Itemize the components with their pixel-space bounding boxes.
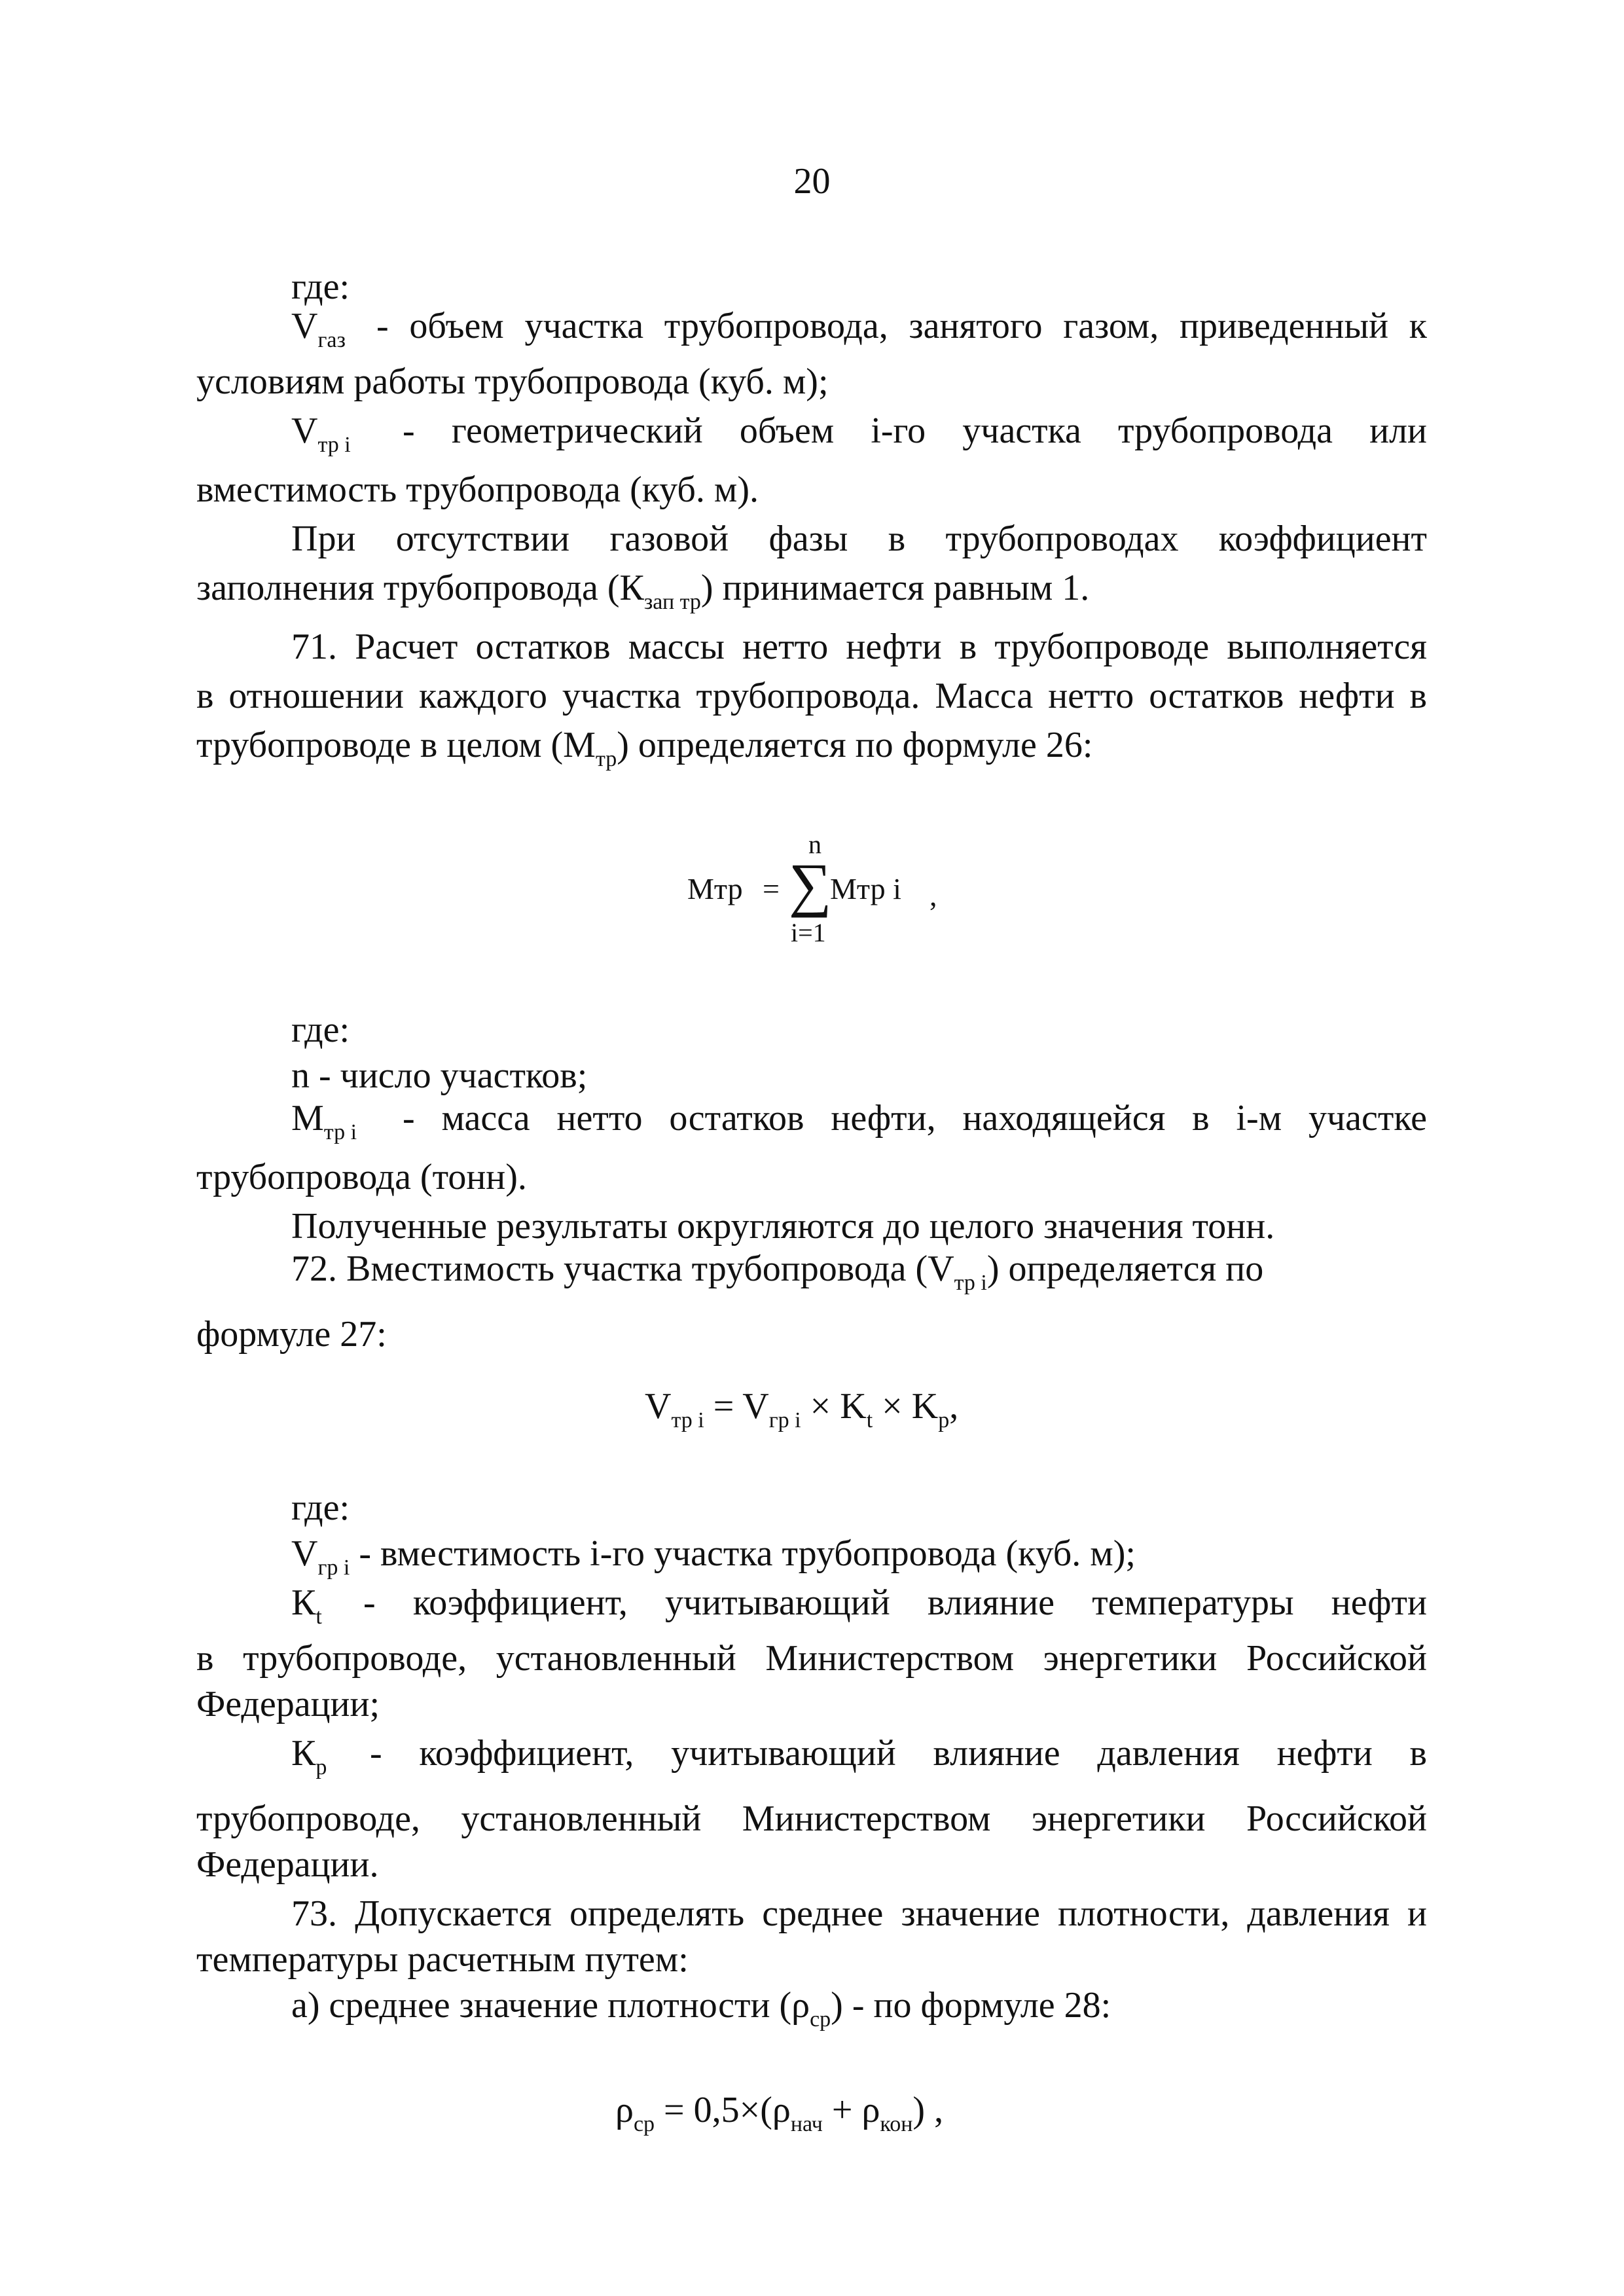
paragraph-73-line2: температуры расчетным путем: (196, 1939, 689, 1980)
formula-26-sigma: ∑ (789, 851, 832, 918)
kt-definition-cont: в трубопроводе, установленный Министерством энергетики Российской (196, 1638, 1427, 1679)
page-number: 20 (793, 161, 831, 202)
paragraph-73-line3: а) среднее значение плотности $(\rho_{ср})$ - по формуле 28: (291, 1985, 1111, 2032)
no-gas-paragraph-line2: заполнения трубопровода $(К_{зап тр})$ принимается равным 1. (196, 568, 1090, 614)
vgr-line: $V_{гр i}$ - вместимость i-го участка трубопровода (куб. м); (291, 1533, 1136, 1580)
paragraph-72-line1: 72. Вместимость участка трубопровода $(V_{тр i})$ определяется по (291, 1248, 1264, 1295)
formula-28: $\rho_{ср} = 0,5\times(\rho_{нач} + \rho_{кон})$ , (615, 2090, 944, 2136)
formula-26-lower-limit: i=1 (791, 918, 826, 947)
vtr-definition-cont: вместимость трубопровода (куб. м). (196, 469, 759, 510)
vtr-symbol: $V_{тр i}$ (291, 410, 351, 457)
paragraph-72-line2: формуле 27: (196, 1314, 387, 1355)
kt-definition: - коэффициент, учитывающий влияние температуры нефти (363, 1582, 1427, 1623)
formula-26-equals: = (763, 872, 780, 905)
kp-symbol: $К_р$ (291, 1733, 327, 1779)
rounding-note: Полученные результаты округляются до целого значения тонн. (291, 1206, 1275, 1247)
kt-symbol: $К_t$ (291, 1582, 322, 1629)
formula-26-upper-limit: n (808, 829, 821, 859)
vgaz-definition: - объем участка трубопровода, занятого газом, приведенный к (376, 306, 1427, 346)
kp-definition-end: Федерации. (196, 1844, 379, 1885)
paragraph-73-line1: 73. Допускается определять среднее значение плотности, давления и (291, 1893, 1427, 1934)
where-label-2: где: (291, 1010, 350, 1050)
where-label-3: где: (291, 1487, 350, 1528)
formula-26-rhs: Мтр i (830, 872, 901, 905)
paragraph-71-line3: трубопроводе в целом $(М_{тр})$ определяется по формуле 26: (196, 725, 1093, 771)
kp-definition-cont: трубопроводе, установленный Министерством энергетики Российской (196, 1798, 1427, 1839)
vgaz-symbol: $V_{газ}$ (291, 306, 346, 352)
n-definition: n - число участков; (291, 1055, 588, 1096)
no-gas-paragraph-line1: При отсутствии газовой фазы в трубопроводах коэффициент (291, 519, 1427, 559)
mtr-definition: - масса нетто остатков нефти, находящейся в i-м участке (403, 1098, 1427, 1139)
formula-26-lhs: Мтр (687, 872, 743, 905)
mtr-symbol: $М_{тр i}$ (291, 1098, 357, 1144)
mtr-definition-cont: трубопровода (тонн). (196, 1157, 527, 1197)
formula-26-comma: , (929, 879, 937, 912)
vgaz-definition-cont: условиям работы трубопровода (куб. м); (196, 361, 829, 402)
formula-27: $V_{тр i} = V_{гр i} \times K_t \times K_p$, (645, 1386, 959, 1432)
vtr-definition: - геометрический объем i-го участка трубопровода или (403, 410, 1427, 451)
kt-definition-end: Федерации; (196, 1684, 380, 1724)
paragraph-71-line2: в отношении каждого участка трубопровода. Масса нетто остатков нефти в (196, 676, 1427, 716)
where-label-1: где: (291, 266, 350, 307)
paragraph-71-line1: 71. Расчет остатков массы нетто нефти в трубопроводе выполняется (291, 627, 1427, 667)
kp-definition: - коэффициент, учитывающий влияние давления нефти в (370, 1733, 1427, 1774)
